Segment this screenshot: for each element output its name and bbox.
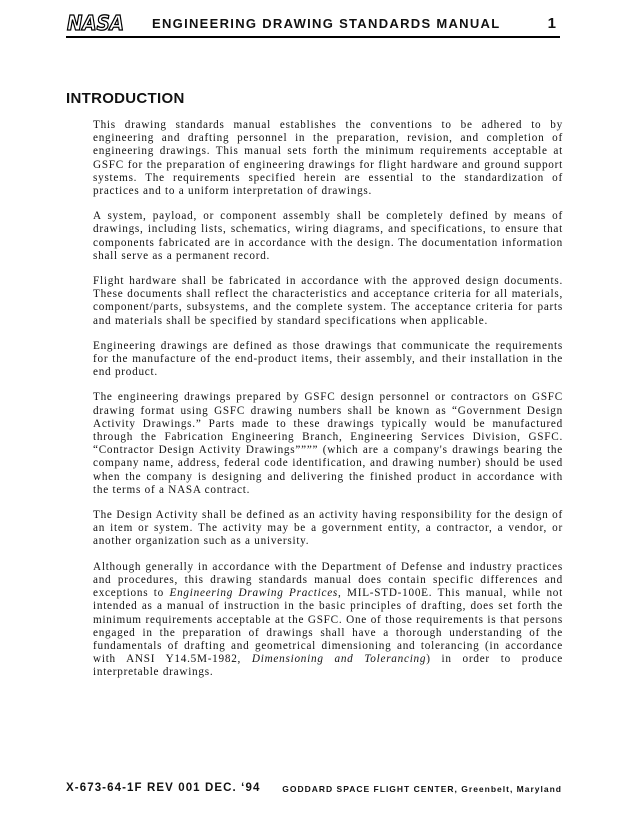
- body-text: [93, 119, 563, 692]
- nasa-logo-text: NASA: [67, 11, 124, 35]
- paragraph-5: The engineering drawings prepared by GSFC design personnel or contractors on GSFC drawing format using GSFC drawing numbers shall be known as “Government Design Activity Drawings.” Parts made to these drawings typically would be manufactured through the Fabrication Engineering Branch, Engineering Services Division, GSFC. “Contractor Design Activity Drawings”””” (which are a company's drawings bearing the company name, address, federal code identification, and drawing number) should be used when the company is designing and delivering the finished product in accordance with the terms of a NASA contract.: [93, 391, 563, 496]
- paragraph-3: Flight hardware shall be fabricated in accordance with the approved design documents. These documents shall reflect the characteristics and acceptance criteria for all materials, component/parts, subsystems, and the complete system. The acceptance criteria for parts and materials shall be specified by standard specifications when applicable.: [93, 275, 563, 327]
- paragraph-2: A system, payload, or component assembly shall be completely defined by means of drawings, including lists, schematics, wiring diagrams, and specifications, to ensure that components fabricated are in accordance with the design. The documentation information shall serve as a permanent record.: [93, 210, 563, 262]
- paragraph-7-text-1: Although generally in accordance with the Department of Defense and industry practices and procedures, this drawing standards manual does contain specific differences and exceptions to: [93, 560, 563, 600]
- paragraph-7: [93, 561, 563, 680]
- paragraph-4: Engineering drawings are defined as those drawings that communicate the requirements for the manufacture of the end-product items, their assembly, and their installation in the end product.: [93, 339, 563, 379]
- section-heading: INTRODUCTION: [66, 90, 185, 107]
- page-header: [66, 11, 560, 37]
- paragraph-7-italic-title-2: Dimensioning and Tolerancing: [251, 653, 427, 666]
- paragraph-6: The Design Activity shall be defined as an activity having responsibility for the design of an item or system. The activity may be a government entity, a contractor, a vendor, or another organization such as a university.: [93, 509, 563, 548]
- document-id: X-673-64-1F REV 001 DEC. ‘94: [66, 782, 261, 794]
- organization-name: GODDARD SPACE FLIGHT CENTER, Greenbelt, Maryland: [282, 784, 562, 794]
- nasa-logo: [66, 11, 126, 35]
- paragraph-7-text-3: ) in order to produce interpretable drawings.: [93, 653, 564, 679]
- header-rule: [66, 36, 560, 38]
- paragraph-7-text-2: , MIL-STD-100E. This manual, while not intended as a manual of instruction in the basic principles of drafting, does set forth the minimum requirements acceptable at the GSFC. One of those requirements is that persons engaged in the preparation of drawings shall have a thorough understanding of the fundamentals of drafting and geometrical dimensioning and tolerancing (in accordance with ANSI Y14.5M-1982,: [93, 587, 563, 666]
- paragraph-1: This drawing standards manual establishes the conventions to be adhered to by engineering and drafting personnel in the preparation, revision, and completion of engineering drawings. This manual sets forth the minimum requirements acceptable at GSFC for the preparation of engineering drawings for flight hardware and ground support systems. The requirements specified herein are essential to the standardization of practices and to a uniform interpretation of drawings.: [93, 119, 563, 198]
- page-number: 1: [547, 15, 556, 32]
- paragraph-7-italic-title-1: Engineering Drawing Practices: [169, 587, 339, 600]
- manual-title: ENGINEERING DRAWING STANDARDS MANUAL: [152, 16, 501, 31]
